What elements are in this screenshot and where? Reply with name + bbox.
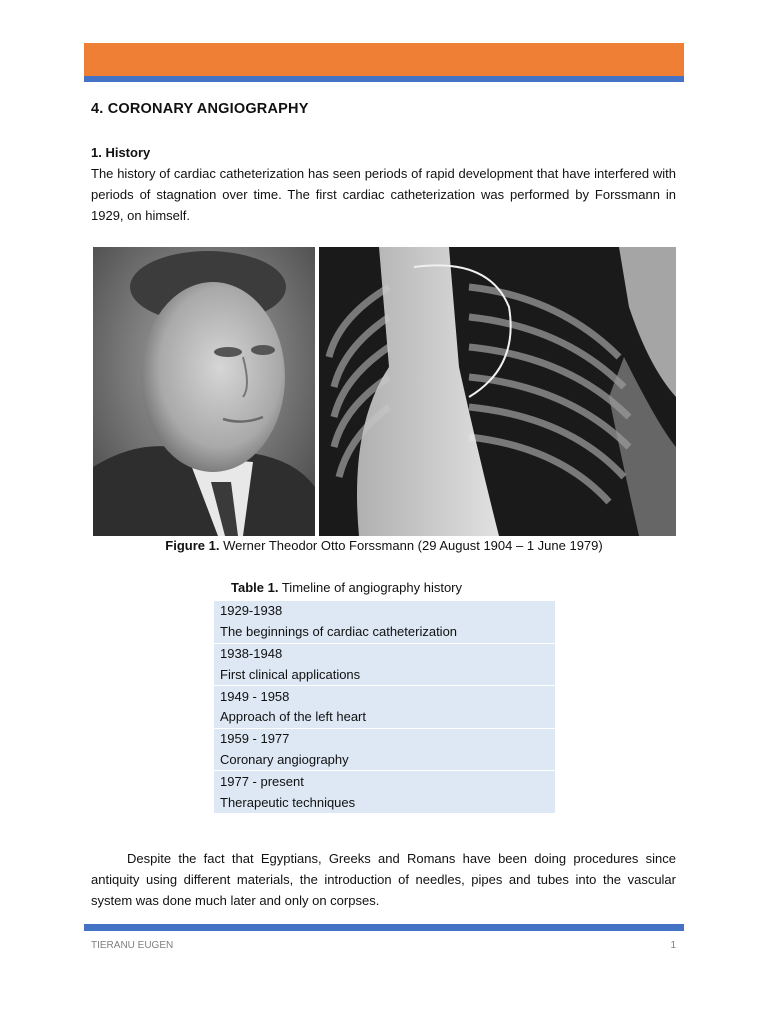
table-cell-period: 1977 - present [214, 771, 555, 792]
figure-caption [0, 538, 768, 553]
table-cell-period: 1959 - 1977 [214, 728, 555, 749]
portrait-photo [93, 247, 315, 536]
table-caption [231, 580, 462, 595]
footer-author: TIERANU EUGEN [91, 940, 174, 951]
table-caption-text: Timeline of angiography history [281, 580, 463, 595]
table-cell-period: 1949 - 1958 [214, 686, 555, 707]
header-accent-bar [84, 43, 684, 76]
table-cell-description: Therapeutic techniques [214, 792, 555, 813]
figure-1 [93, 247, 676, 536]
chest-xray-photo [319, 247, 676, 536]
footer-rule [84, 924, 684, 931]
table-cell-description: Approach of the left heart [214, 707, 555, 728]
table-label: Table 1. [231, 580, 279, 595]
page-number: 1 [670, 940, 676, 951]
closing-paragraph: Despite the fact that Egyptians, Greeks and Romans have been doing procedures since antiquity using different materials, the introduction of needles, pipes and tubes into the vascular system was done much later and only on corpses. [91, 851, 676, 908]
table-cell-period: 1938-1948 [214, 643, 555, 664]
history-paragraph: The history of cardiac catheterization has seen periods of rapid development that have interfered with periods of stagnation over time. The first cardiac catheterization was performed by Forssmann in 1929, on himself. [91, 166, 676, 223]
section-heading: 1. History [91, 145, 151, 160]
table-cell-period: 1929-1938 [214, 601, 555, 622]
figure-caption-text: Werner Theodor Otto Forssmann (29 August 1904 – 1 June 1979) [223, 538, 603, 553]
table-cell-description: Coronary angiography [214, 750, 555, 771]
header-rule [84, 76, 684, 82]
table-cell-description: The beginnings of cardiac catheterization [214, 622, 555, 643]
table-cell-description: First clinical applications [214, 664, 555, 685]
chapter-title: 4. CORONARY ANGIOGRAPHY [91, 101, 309, 117]
figure-label: Figure 1. [165, 538, 220, 553]
timeline-table [214, 601, 555, 813]
